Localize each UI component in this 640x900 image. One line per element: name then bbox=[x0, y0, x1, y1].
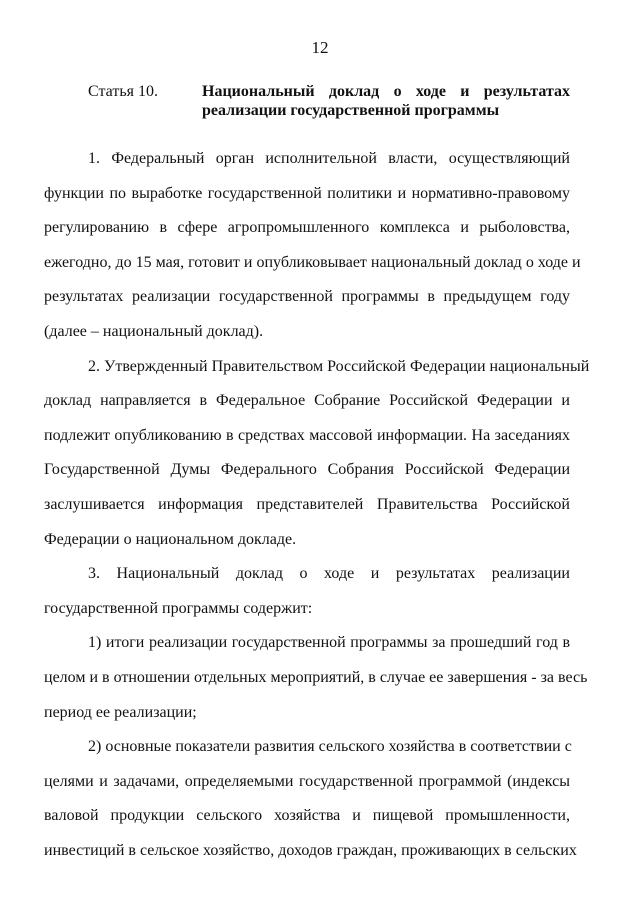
article-label: Статья 10. bbox=[88, 83, 158, 100]
paragraph-line: Государственной Думы Федерального Собрания Российской Федерации bbox=[44, 461, 570, 479]
paragraph-line: Федерации о национальном докладе. bbox=[44, 530, 297, 548]
page-number: 12 bbox=[311, 38, 329, 57]
list-item-1 bbox=[44, 626, 588, 730]
paragraph-2 bbox=[44, 350, 590, 558]
article-title bbox=[202, 82, 570, 120]
paragraph-line: 3. Национальный доклад о ходе и результатах реализации bbox=[88, 565, 570, 583]
article-body bbox=[44, 142, 590, 868]
paragraph-line: доклад направляется в Федеральное Собрание Российской Федерации и bbox=[44, 392, 570, 410]
paragraph-line: государственной программы содержит: bbox=[44, 599, 313, 617]
paragraph-line: функции по выработке государственной политики и нормативно-правовому bbox=[44, 184, 570, 202]
paragraph-line: целом и в отношении отдельных мероприятий, в случае ее завершения - за весь bbox=[44, 668, 588, 686]
paragraph-line: 2. Утвержденный Правительством Российской Федерации национальный bbox=[88, 357, 590, 375]
paragraph-line: целями и задачами, определяемыми государственной программой (индексы bbox=[44, 772, 570, 790]
paragraph-1 bbox=[44, 142, 581, 350]
paragraph-line: регулированию в сфере агропромышленного комплекса и рыболовства, bbox=[44, 219, 570, 237]
paragraph-line: 1. Федеральный орган исполнительной власти, осуществляющий bbox=[88, 150, 570, 167]
paragraph-3 bbox=[44, 557, 570, 626]
paragraph-line: 1) итоги реализации государственной программы за прошедший год в bbox=[88, 634, 570, 652]
list-item-2 bbox=[44, 730, 577, 868]
article-title-line-1: Национальный доклад о ходе и результатах bbox=[202, 83, 570, 100]
paragraph-line: ежегодно, до 15 мая, готовит и опубликовывает национальный доклад о ходе и bbox=[44, 253, 581, 271]
paragraph-line: период ее реализации; bbox=[44, 703, 197, 721]
paragraph-line: заслушивается информация представителей Правительства Российской bbox=[44, 495, 570, 513]
paragraph-line: (далее – национальный доклад). bbox=[44, 322, 264, 340]
paragraph-line: 2) основные показатели развития сельского хозяйства в соответствии с bbox=[88, 738, 572, 756]
paragraph-line: результатах реализации государственной программы в предыдущем году bbox=[44, 288, 570, 306]
paragraph-line: валовой продукции сельского хозяйства и пищевой промышленности, bbox=[44, 807, 570, 825]
article-title-line-2: реализации государственной программы bbox=[202, 102, 500, 119]
paragraph-line: инвестиций в сельское хозяйство, доходов граждан, проживающих в сельских bbox=[44, 841, 577, 859]
paragraph-line: подлежит опубликованию в средствах массовой информации. На заседаниях bbox=[44, 426, 570, 444]
